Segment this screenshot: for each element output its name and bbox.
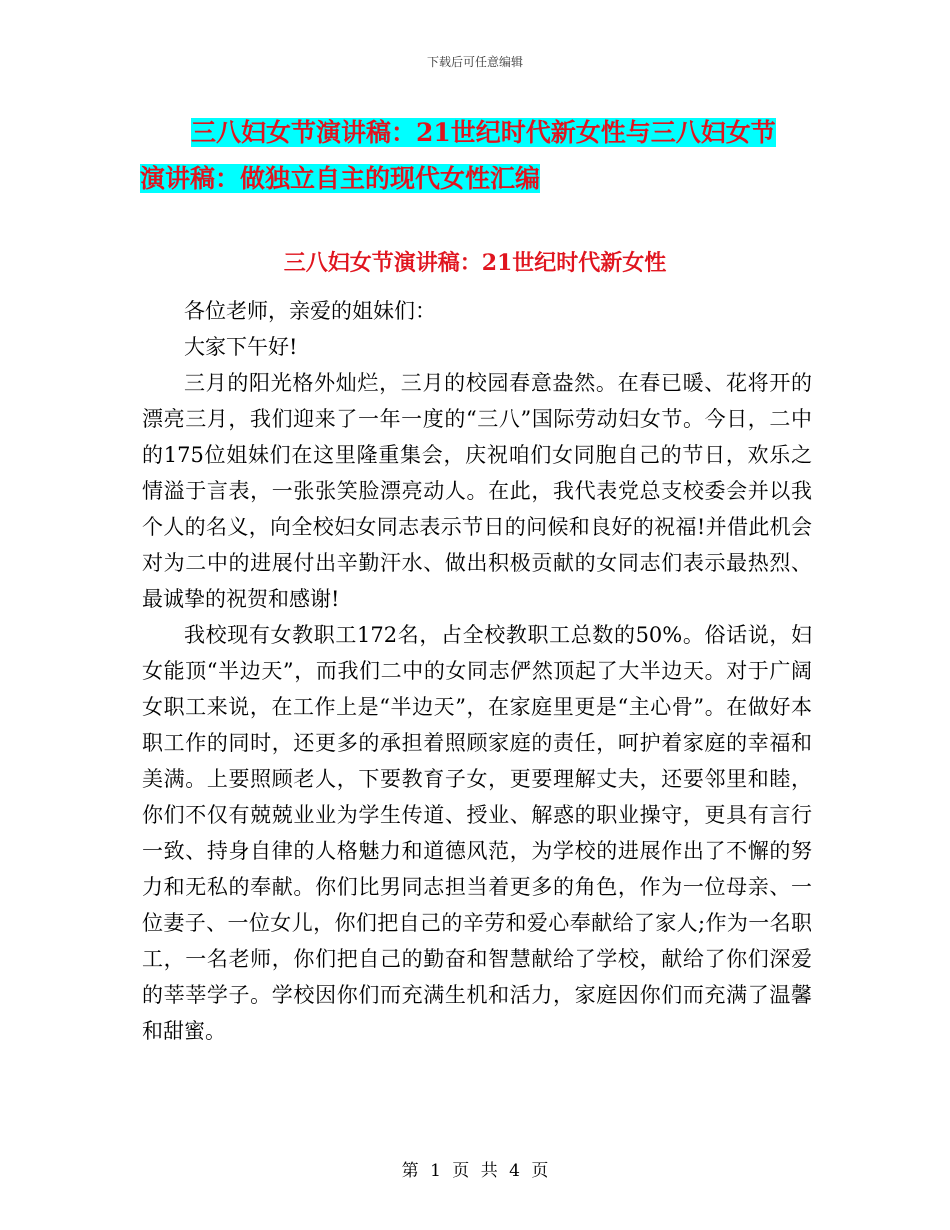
greeting-paragraph: 各位老师，亲爱的姐妹们：: [184, 299, 436, 323]
header-note: 下载后可任意编辑: [426, 55, 523, 69]
speech-body: [142, 293, 812, 1049]
title-line-2: 演讲稿：做独立自主的现代女性汇编: [140, 164, 541, 193]
document-title: [140, 110, 830, 202]
title-line-1: 三八妇女节演讲稿：21世纪时代新女性与三八妇女节: [191, 118, 776, 147]
body-paragraph: 三月的阳光格外灿烂，三月的校园春意盎然。在春已暖、花将开的漂亮三月，我们迎来了一年一度的“三八”国际劳动妇女节。今日，二中的175位姐妹们在这里隆重集会，庆祝咱们女同胞自己的节日，欢乐之情溢于言表，一张张笑脸漂亮动人。在此，我代表党总支校委会并以我个人的名义，向全校妇女同志表示节日的问候和良好的祝福!并借此机会对为二中的进展付出辛勤汗水、做出积极贡献的女同志们表示最热烈、最诚挚的祝贺和感谢!: [142, 371, 812, 611]
salutation-paragraph: 大家下午好!: [184, 335, 298, 359]
section-title: 三八妇女节演讲稿：21世纪时代新女性: [283, 250, 667, 276]
body-paragraph: 我校现有女教职工172名，占全校教职工总数的50%。俗话说，妇女能顶“半边天”，而我们二中的女同志俨然顶起了大半边天。对于广阔女职工来说，在工作上是“半边天”，在家庭里更是“主心骨”。在做好本职工作的同时，还更多的承担着照顾家庭的责任，呵护着家庭的幸福和美满。上要照顾老人，下要教育子女，更要理解丈夫，还要邻里和睦，你们不仅有兢兢业业为学生传道、授业、解惑的职业操守，更具有言行一致、持身自律的人格魅力和道德风范，为学校的进展作出了不懈的努力和无私的奉献。你们比男同志担当着更多的角色，作为一位母亲、一位妻子、一位女儿，你们把自己的辛劳和爱心奉献给了家人;作为一名职工，一名老师，你们把自己的勤奋和智慧献给了学校，献给了你们深爱的莘莘学子。学校因你们而充满生机和活力，家庭因你们而充满了温馨和甜蜜。: [142, 623, 812, 1043]
page-number: 第 1 页 共 4 页: [401, 1161, 549, 1181]
